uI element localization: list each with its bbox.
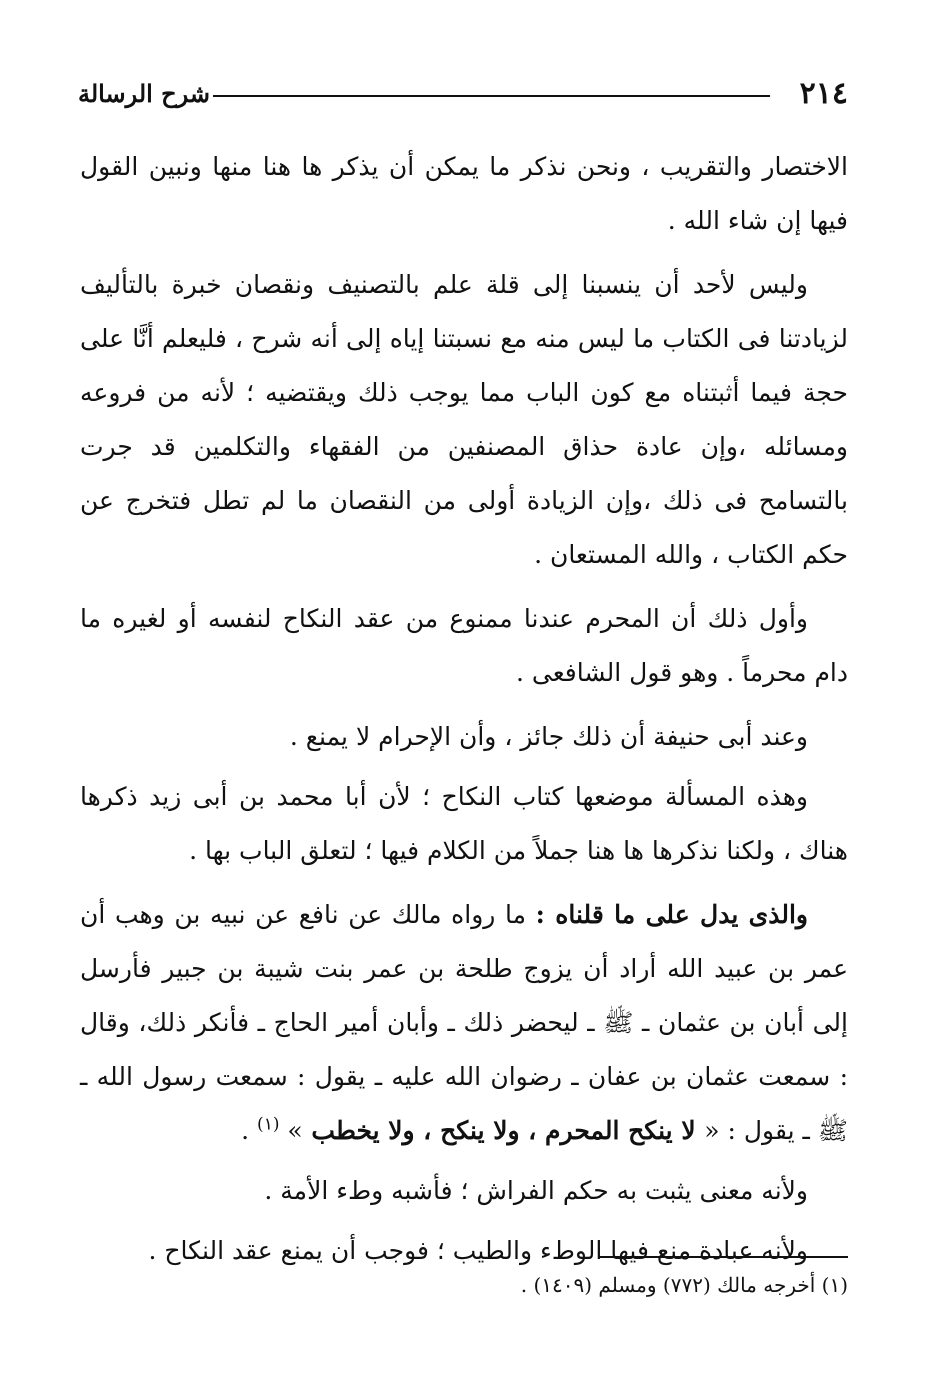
page-header (78, 74, 848, 114)
quote-close: » (287, 1116, 303, 1145)
paragraph-7 (80, 1164, 848, 1218)
paragraph-3 (80, 592, 848, 700)
paragraph-text: الاختصار والتقريب ، ونحن نذكر ما يمكن أن يذكر ها هنا منها ونبين القول فيها إن شاء الله . (80, 152, 848, 235)
header-rule (213, 95, 770, 97)
footnote (148, 1268, 848, 1302)
paragraph-tail: . (241, 1116, 258, 1145)
paragraph-6 (80, 888, 848, 1158)
paragraph-text: وأول ذلك أن المحرم عندنا ممنوع من عقد النكاح لنفسه أو لغيره ما دام محرماً . وهو قول الشافعى . (80, 604, 848, 687)
hadith-quote: لا ينكح المحرم ، ولا ينكح ، ولا يخطب (302, 1116, 705, 1145)
footnote-text: (١) أخرجه مالك (٧٧٢) ومسلم (١٤٠٩) . (520, 1273, 848, 1297)
paragraph-text: وليس لأحد أن ينسبنا إلى قلة علم بالتصنيف ونقصان خبرة بالتأليف لزيادتنا فى الكتاب ما ليس منه مع نسبتنا إياه إلى أنه شرح ، فليعلم أنَّا على حجة فيما أثبتناه مع كون الباب مما يوجب ذلك ويقتضيه ؛ لأنه من فروعه ومسائله ،وإن عادة حذاق المصنفين من الفقهاء والتكلمين قد جرت بالتسامح فى ذلك ،وإن الزيادة أولى من النقصان ما لم تطل فتخرج عن حكم الكتاب ، والله المستعان . (80, 270, 848, 569)
paragraph-1 (80, 140, 848, 248)
paragraph-text: ولأنه عبادة منع فيها الوطء والطيب ؛ فوجب أن يمنع عقد النكاح . (148, 1236, 808, 1265)
paragraph-4 (80, 710, 848, 764)
paragraph-5 (80, 770, 848, 878)
paragraph-text: ما رواه مالك عن نافع عن نبيه بن وهب أن عمر بن عبيد الله أراد أن يزوج طلحة بن عمر بنت شيبة بن جبير فأرسل إلى أبان بن عثمان ـ ﷺ ـ ليحضر ذلك ـ وأبان أمير الحاج ـ فأنكر ذلك، وقال : سمعت عثمان بن عفان ـ رضوان الله عليه ـ يقول : سمعت رسول الله ـ ﷺ ـ يقول : « (80, 900, 848, 1145)
footnote-reference: (١) (257, 1114, 280, 1135)
paragraph-2 (80, 258, 848, 582)
running-title: شرح الرسالة (78, 79, 211, 108)
page-number: ٢١٤ (799, 76, 848, 111)
footnote-rule (598, 1256, 848, 1258)
main-text (80, 140, 848, 1284)
paragraph-text: ولأنه معنى يثبت به حكم الفراش ؛ فأشبه وطء الأمة . (264, 1176, 808, 1205)
paragraph-bold-lead: والذى يدل على ما قلناه : (535, 900, 809, 929)
paragraph-text: وهذه المسألة موضعها كتاب النكاح ؛ لأن أبا محمد بن أبى زيد ذكرها هناك ، ولكنا نذكرها ها هنا جملاً من الكلام فيها ؛ لتعلق الباب بها . (80, 782, 848, 865)
paragraph-text: وعند أبى حنيفة أن ذلك جائز ، وأن الإحرام لا يمنع . (289, 722, 808, 751)
